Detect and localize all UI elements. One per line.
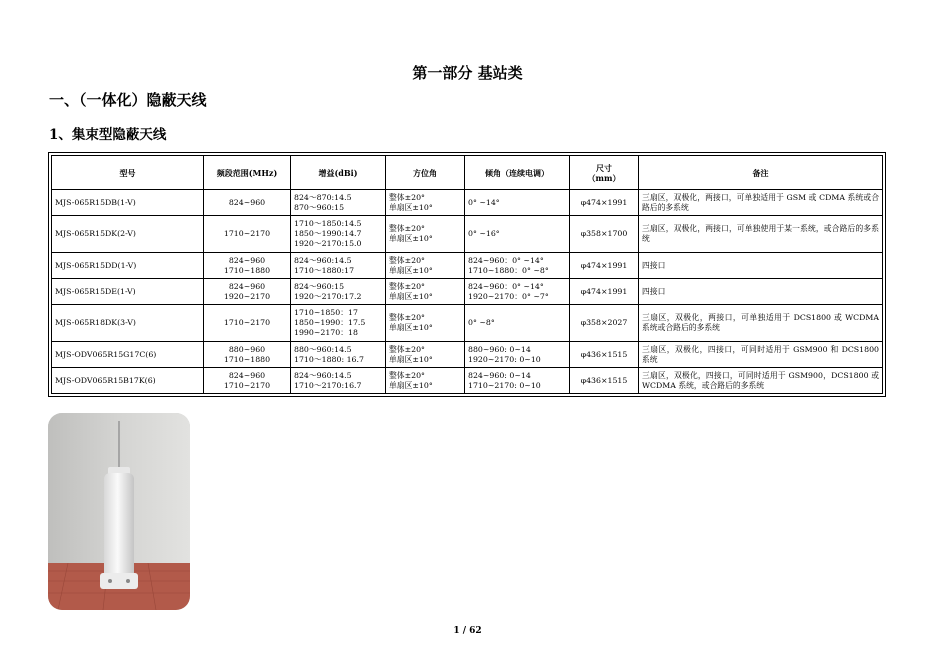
- cell-azimuth: 整体±20° 单扇区±10°: [386, 253, 465, 279]
- cell-band: 824~960: [204, 190, 291, 216]
- header-tilt: 倾角（连续电调）: [465, 156, 570, 190]
- antenna-photo: [48, 413, 190, 610]
- cell-tilt: 0° ~16°: [465, 216, 570, 253]
- table-row: [52, 305, 883, 342]
- cell-size: φ436×1515: [570, 342, 639, 368]
- cell-remark: 三扇区，双极化，两接口，可单独适用于 GSM 或 CDMA 系统或合路后的多系统: [639, 190, 883, 216]
- cell-azimuth: 整体±20° 单扇区±10°: [386, 190, 465, 216]
- cell-band: 880~960 1710~1880: [204, 342, 291, 368]
- cell-gain: 824～870:14.5 870～960:15: [291, 190, 386, 216]
- cell-size: φ358×2027: [570, 305, 639, 342]
- cell-model: MJS-ODV065R15G17C(6): [52, 342, 204, 368]
- cell-model: MJS-065R15DK(2-V): [52, 216, 204, 253]
- cell-tilt: 824~960：0° ~14° 1920~2170：0° ~7°: [465, 279, 570, 305]
- section-title: 一、（一体化）隐蔽天线: [49, 91, 207, 109]
- cell-gain: 824～960:14.5 1710～2170:16.7: [291, 368, 386, 394]
- table-row: [52, 253, 883, 279]
- cell-band: 824~960 1710~1880: [204, 253, 291, 279]
- table-row: [52, 216, 883, 253]
- subsection-title: 1、集束型隐蔽天线: [49, 127, 167, 143]
- cell-size: φ358×1700: [570, 216, 639, 253]
- cell-gain: 1710～1850:14.5 1850～1990:14.7 1920～2170:15.0: [291, 216, 386, 253]
- cell-tilt: 880~960: 0~14 1920~2170: 0~10: [465, 342, 570, 368]
- table-row: [52, 190, 883, 216]
- cell-remark: 四接口: [639, 279, 883, 305]
- header-model: 型号: [52, 156, 204, 190]
- cell-gain: 880～960:14.5 1710～1880: 16.7: [291, 342, 386, 368]
- header-size: 尺寸 （mm）: [570, 156, 639, 190]
- cell-tilt: 0° ~14°: [465, 190, 570, 216]
- cell-size: φ474×1991: [570, 253, 639, 279]
- cell-gain: 824～960:15 1920～2170:17.2: [291, 279, 386, 305]
- cell-band: 824~960 1710~2170: [204, 368, 291, 394]
- table-header-row: [52, 156, 883, 190]
- cell-remark: 三扇区，双极化，四接口，可同时适用于 GSM900，DCS1800 或 WCDMA 系统，或合路后的多系统: [639, 368, 883, 394]
- cell-model: MJS-065R15DD(1-V): [52, 253, 204, 279]
- cell-azimuth: 整体±20° 单扇区±10°: [386, 342, 465, 368]
- header-band: 频段范围(MHz): [204, 156, 291, 190]
- table-row: [52, 279, 883, 305]
- table-row: [52, 368, 883, 394]
- cell-size: φ436×1515: [570, 368, 639, 394]
- cell-azimuth: 整体±20° 单扇区±10°: [386, 368, 465, 394]
- table-row: [52, 342, 883, 368]
- cell-gain: 1710~1850：17 1850~1990：17.5 1990~2170：18: [291, 305, 386, 342]
- cell-band: 1710~2170: [204, 305, 291, 342]
- header-remark: 备注: [639, 156, 883, 190]
- cell-tilt: 824~960: 0~14 1710~2170: 0~10: [465, 368, 570, 394]
- cell-size: φ474×1991: [570, 279, 639, 305]
- spec-table: [51, 155, 883, 394]
- header-azimuth: 方位角: [386, 156, 465, 190]
- cell-tilt: 824~960：0° ~14° 1710~1880：0° ~8°: [465, 253, 570, 279]
- cell-azimuth: 整体±20° 单扇区±10°: [386, 216, 465, 253]
- cell-model: MJS-065R15DE(1-V): [52, 279, 204, 305]
- cell-remark: 三扇区，双极化，两接口，可单独适用于 DCS1800 或 WCDMA 系统或合路后的多系统: [639, 305, 883, 342]
- part-title: 第一部分 基站类: [412, 64, 523, 82]
- cell-tilt: 0° ~8°: [465, 305, 570, 342]
- page-number: 1 / 62: [453, 626, 482, 636]
- spec-table-frame: [48, 152, 886, 397]
- cell-model: MJS-065R15DB(1-V): [52, 190, 204, 216]
- cell-remark: 四接口: [639, 253, 883, 279]
- cell-model: MJS-ODV065R15B17K(6): [52, 368, 204, 394]
- cell-remark: 三扇区，双极化，两接口，可单独使用于某一系统，或合路后的多系统: [639, 216, 883, 253]
- cell-azimuth: 整体±20° 单扇区±10°: [386, 305, 465, 342]
- header-gain: 增益(dBi): [291, 156, 386, 190]
- cell-size: φ474×1991: [570, 190, 639, 216]
- cell-band: 824~960 1920~2170: [204, 279, 291, 305]
- cell-remark: 三扇区，双极化，四接口，可同时适用于 GSM900 和 DCS1800 系统: [639, 342, 883, 368]
- cell-gain: 824～960:14.5 1710～1880:17: [291, 253, 386, 279]
- cell-model: MJS-065R18DK(3-V): [52, 305, 204, 342]
- cell-band: 1710~2170: [204, 216, 291, 253]
- cell-azimuth: 整体±20° 单扇区±10°: [386, 279, 465, 305]
